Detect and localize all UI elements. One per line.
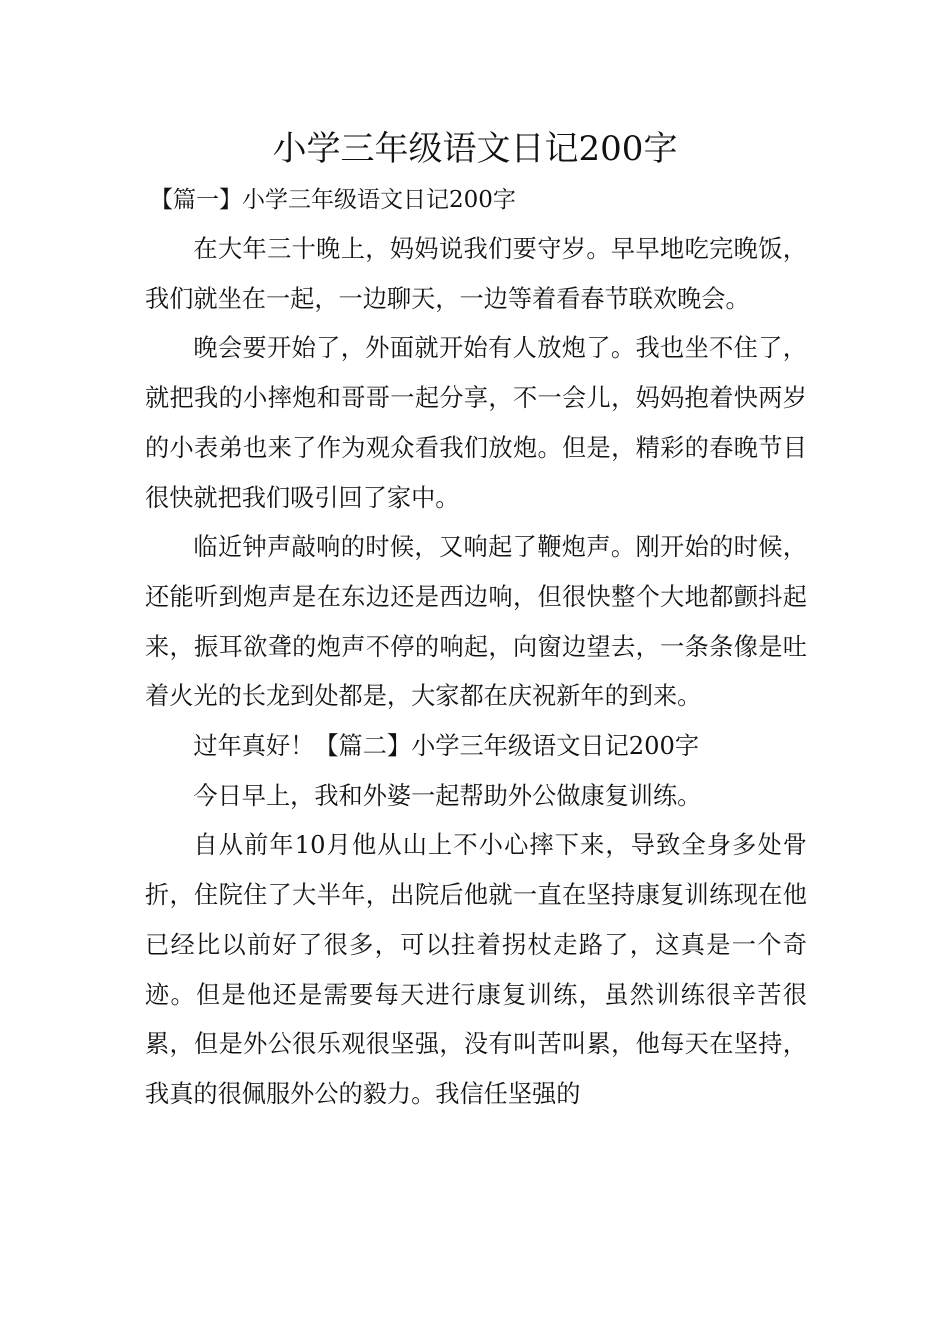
document-title: 小学三年级语文日记200字: [272, 129, 678, 169]
paragraph: 过年真好！【篇二】小学三年级语文日记200字: [193, 732, 700, 761]
paragraph: 晚会要开始了，外面就开始有人放炮了。我也坐不住了，就把我的小摔炮和哥哥一起分享，不一会儿，妈妈抱着快两岁的小表弟也来了作为观众看我们放炮。但是，精彩的春晚节目很快就把我们吸引回了家中。: [145, 334, 807, 512]
paragraph: 自从前年10月他从山上不小心摔下来，导致全身多处骨折，住院住了大半年，出院后他就一直在坚持康复训练现在他已经比以前好了很多，可以拄着拐杖走路了，这真是一个奇迹。但是他还是需要每天进行康复训练，虽然训练很辛苦很累，但是外公很乐观很坚强，没有叫苦叫累，他每天在坚持，我真的很佩服外公的毅力。我信任坚强的: [145, 831, 807, 1108]
section-heading: 【篇一】小学三年级语文日记200字: [150, 187, 516, 213]
paragraph: 临近钟声敲响的时候，又响起了鞭炮声。刚开始的时候，还能听到炮声是在东边还是西边响，但很快整个大地都颤抖起来，振耳欲聋的炮声不停的响起，向窗边望去，一条条像是吐着火光的长龙到处都是，大家都在庆祝新年的到来。: [145, 533, 807, 711]
paragraph: 今日早上，我和外婆一起帮助外公做康复训练。: [193, 781, 702, 810]
paragraph: 在大年三十晚上，妈妈说我们要守岁。早早地吃完晚饭，我们就坐在一起，一边聊天，一边等着看春节联欢晚会。: [145, 235, 807, 313]
document-body: [145, 225, 807, 1120]
